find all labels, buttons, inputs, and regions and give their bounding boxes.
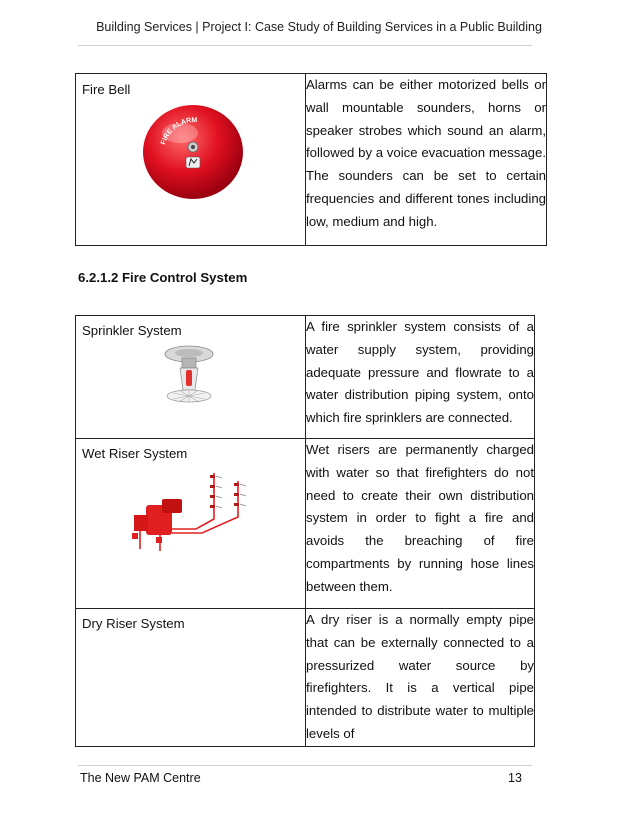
- dry-riser-label: Dry Riser System: [82, 616, 185, 631]
- page-number: 13: [508, 771, 522, 785]
- sprinkler-description: A fire sprinkler system consists of a water supply system, providing adequate pressure and flowrate to a water distribution piping system, onto which fire sprinklers are connected.: [306, 316, 535, 439]
- wet-riser-image: [126, 467, 305, 567]
- header-rule: [78, 45, 532, 46]
- footer-rule: [78, 765, 532, 766]
- section-heading: 6.2.1.2 Fire Control System: [78, 270, 248, 285]
- sprinkler-image: [158, 344, 305, 416]
- sprinkler-label: Sprinkler System: [82, 323, 182, 338]
- fire-alarm-table: [75, 73, 547, 246]
- fire-control-table: [75, 315, 535, 747]
- footer-title: The New PAM Centre: [80, 771, 201, 785]
- dry-riser-cell: [76, 609, 306, 747]
- dry-riser-description: A dry riser is a normally empty pipe that can be externally connected to a pressurized water source by firefighters. It is a vertical pipe intended to distribute water to multiple levels of: [306, 609, 535, 747]
- fire-bell-description: Alarms can be either motorized bells or wall mountable sounders, horns or speaker strobes which sound an alarm, followed by a voice evacuation message. The sounders can be set to certain frequencies and different tones including low, medium and high.: [306, 74, 547, 246]
- wet-riser-cell: [76, 439, 306, 609]
- fire-alarm-text: FIRE ALARM: [160, 117, 198, 146]
- table-row: [76, 316, 535, 439]
- table-row: [76, 439, 535, 609]
- fire-bell-label: Fire Bell: [82, 82, 131, 97]
- wet-riser-description: Wet risers are permanently charged with water so that firefighters do not need to create their own distribution system in order to fight a fire and avoids the breaching of fire compartments by running hose lines between them.: [306, 439, 535, 609]
- fire-bell-image: [140, 101, 305, 201]
- wet-riser-label: Wet Riser System: [82, 446, 188, 461]
- sprinkler-cell: [76, 316, 306, 439]
- table-row: [76, 609, 535, 747]
- running-header: Building Services | Project I: Case Study of Building Services in a Public Building: [96, 20, 542, 34]
- fire-bell-cell: [76, 74, 306, 246]
